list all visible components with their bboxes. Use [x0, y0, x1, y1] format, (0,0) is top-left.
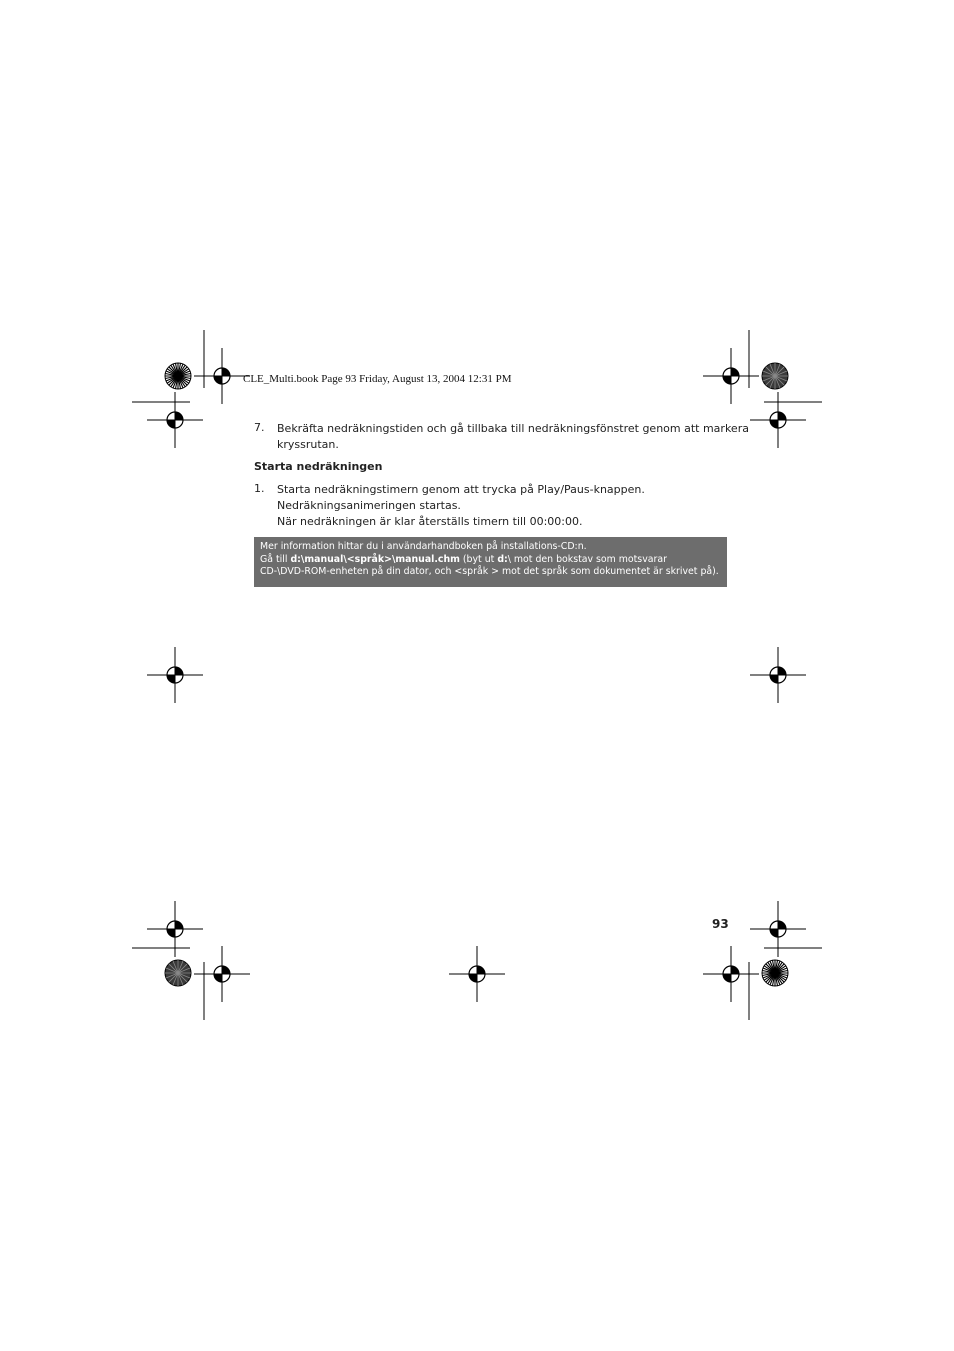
info-note-box — [254, 537, 727, 587]
note-line-2-mid: (byt ut — [459, 553, 498, 565]
step-1-line-3: När nedräkningen är klar återställs timern till 00:00:00. — [277, 515, 583, 528]
step-1-number: 1. — [254, 482, 265, 495]
step-1-line-2: Nedräkningsanimeringen startas. — [277, 499, 461, 512]
note-line-3: CD-\DVD-ROM-enheten på din dator, och <språk > mot det språk som dokumentet är skrivet på). — [260, 566, 719, 577]
note-drive-letter: d: — [497, 553, 508, 565]
page-number: 93 — [712, 917, 729, 931]
step-1-text — [277, 482, 645, 530]
step-7-text — [277, 421, 749, 453]
note-line-1: Mer information hittar du i användarhandboken på installations-CD:n. — [260, 541, 587, 552]
step-1-line-1: Starta nedräkningstimern genom att trycka på Play/Paus-knappen. — [277, 483, 645, 496]
note-line-2-suffix: \ mot den bokstav som motsvarar — [507, 553, 667, 565]
note-line-2-prefix: Gå till — [260, 553, 291, 565]
section-heading: Starta nedräkningen — [254, 460, 383, 473]
note-manual-path: d:\manual\<språk>\manual.chm — [290, 553, 460, 565]
step-7-line-1: Bekräfta nedräkningstiden och gå tillbaka till nedräkningsfönstret genom att markera — [277, 422, 749, 435]
note-line-2 — [260, 554, 721, 567]
step-7-number: 7. — [254, 421, 265, 434]
step-7-line-2: kryssrutan. — [277, 438, 339, 451]
print-slug-header: CLE_Multi.book Page 93 Friday, August 13, 2004 12:31 PM — [243, 373, 512, 385]
